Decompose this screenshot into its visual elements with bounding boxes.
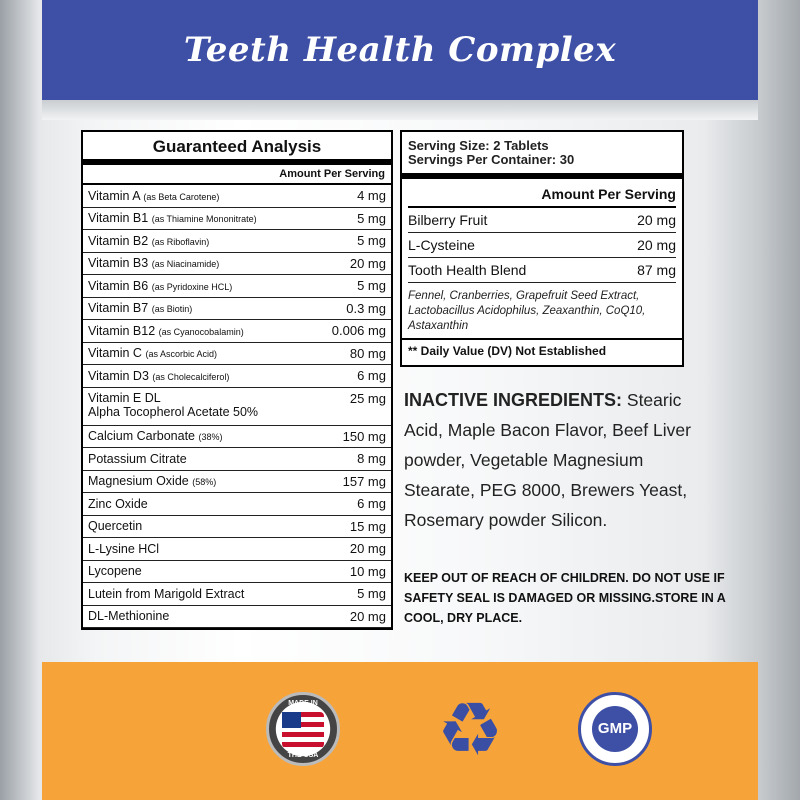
nutrient-label: Vitamin A [88,188,140,203]
nutrient-name [88,391,258,419]
nutrient-amount: 15 mg [349,518,386,534]
analysis-row [83,388,391,426]
nutrient-name [88,211,257,225]
nutrient-name [88,474,216,488]
nutrient-label: Lycopene [88,564,142,579]
nutrient-label: Vitamin B1 [88,211,149,226]
silver-divider [42,100,758,120]
nutrient-label: Vitamin B2 [88,233,149,248]
nutrient-amount: 25 mg [349,390,386,406]
product-title: Teeth Health Complex [183,30,617,70]
nutrient-name [88,587,244,601]
inactive-label: INACTIVE INGREDIENTS: [404,390,623,410]
analysis-row [83,208,391,231]
nutrient-label: Vitamin B7 [88,301,149,316]
analysis-row [83,471,391,494]
nutrient-note: (as Ascorbic Acid) [145,349,217,360]
nutrient-amount: 20 mg [349,608,386,624]
nutrient-name [88,324,244,338]
usa-badge-top: MADE IN [288,700,318,707]
ingredient-name: Bilberry Fruit [408,212,488,228]
nutrient-amount: 5 mg [357,586,386,602]
nutrient-label: Vitamin E DL [88,390,161,405]
nutrient-note: (38%) [198,432,223,443]
nutrient-note: (as Beta Carotene) [143,191,220,202]
analysis-row [83,426,391,449]
gmp-badge-icon [578,692,652,766]
analysis-row [83,561,391,584]
analysis-row [83,230,391,253]
nutrient-name [88,429,223,443]
serving-row [408,233,676,258]
nutrient-note: (as Pyridoxine HCL) [151,281,233,292]
analysis-row [83,583,391,606]
nutrient-name [88,452,187,466]
nutrient-name [88,369,229,383]
nutrient-amount: 0.3 mg [346,300,386,316]
ingredient-name: L-Cysteine [408,237,475,253]
nutrient-name [88,497,148,511]
servings-per-container: Servings Per Container: 30 [408,152,575,167]
made-in-usa-icon [266,692,340,766]
nutrient-name [88,609,169,623]
serving-rows [408,208,676,283]
analysis-row [83,516,391,539]
nutrient-label: Potassium Citrate [88,451,187,466]
ingredient-name: Tooth Health Blend [408,262,527,278]
nutrient-amount: 20 mg [349,255,386,271]
nutrient-label: Vitamin B3 [88,256,149,271]
ingredient-amount: 87 mg [637,262,676,278]
nutrient-note: (as Biotin) [151,304,193,315]
recycle-icon: ♻ [436,688,504,771]
nutrient-label: L-Lysine HCl [88,541,160,556]
header-band [42,0,758,100]
blend-ingredients: Fennel, Cranberries, Grapefruit Seed Extract, Lactobacillus Acidophilus, Zeaxanthin, CoQ10, Astaxanthin [408,290,646,332]
nutrient-amount: 80 mg [349,345,386,361]
nutrient-amount: 5 mg [357,210,386,226]
nutrient-name [88,564,142,578]
ingredient-amount: 20 mg [637,212,676,228]
nutrient-label: Lutein from Marigold Extract [88,586,245,601]
nutrient-amount: 4 mg [357,188,386,204]
nutrient-label: Calcium Carbonate [88,429,195,444]
usa-badge-bottom: THE USA [287,752,319,759]
nutrient-name [88,301,192,315]
nutrient-label: Vitamin C [88,346,142,361]
nutrient-note: (as Niacinamide) [151,259,220,270]
nutrient-amount: 20 mg [349,541,386,557]
analysis-row [83,538,391,561]
analysis-subheader: Amount Per Serving [83,165,391,185]
gmp-label: GMP [592,706,638,752]
nutrient-note: (as Thiamine Mononitrate) [151,214,257,225]
nutrient-name [88,234,209,248]
nutrient-note: (58%) [192,477,217,488]
ingredient-amount: 20 mg [637,237,676,253]
daily-value-note: ** Daily Value (DV) Not Established [402,338,682,362]
nutrient-amount: 5 mg [357,233,386,249]
serving-header: Amount Per Serving [408,179,676,208]
serving-info-box [400,130,684,367]
nutrient-label: Zinc Oxide [88,496,148,511]
nutrient-amount: 6 mg [357,368,386,384]
analysis-row [83,185,391,208]
analysis-row [83,365,391,388]
serving-row [408,258,676,283]
analysis-row [83,275,391,298]
us-flag-icon [282,712,324,748]
analysis-row [83,343,391,366]
analysis-row [83,320,391,343]
nutrient-name [88,346,217,360]
nutrient-amount: 0.006 mg [331,323,386,339]
nutrient-label: DL-Methionine [88,609,170,624]
nutrient-name [88,279,232,293]
inactive-text: Stearic Acid, Maple Bacon Flavor, Beef Liver powder, Vegetable Magnesium Stearate, PEG 8000, Brewers Yeast, Rosemary powder Silicon. [404,390,691,530]
nutrient-detail: Alpha Tocopherol Acetate 50% [88,404,259,419]
nutrient-name [88,256,219,270]
safety-warning: KEEP OUT OF REACH OF CHILDREN. DO NOT USE IF SAFETY SEAL IS DAMAGED OR MISSING.STORE IN A COOL, DRY PLACE. [404,571,726,625]
nutrient-amount: 5 mg [357,278,386,294]
nutrient-amount: 150 mg [342,428,386,444]
nutrient-label: Vitamin B6 [88,278,149,293]
nutrient-amount: 157 mg [342,473,386,489]
nutrient-amount: 8 mg [357,451,386,467]
nutrient-label: Vitamin B12 [88,323,156,338]
nutrient-label: Magnesium Oxide [88,474,189,489]
nutrient-note: (as Cyanocobalamin) [158,326,244,337]
nutrient-name [88,542,159,556]
analysis-rows [83,185,391,628]
analysis-row [83,493,391,516]
nutrient-note: (as Cholecalciferol) [152,371,230,382]
analysis-row [83,298,391,321]
nutrient-label: Vitamin D3 [88,368,149,383]
nutrient-note: (as Riboflavin) [151,236,210,247]
serving-row [408,208,676,233]
inactive-ingredients [404,385,704,535]
nutrient-amount: 10 mg [349,563,386,579]
nutrient-name [88,519,142,533]
nutrient-label: Quercetin [88,519,143,534]
nutrient-amount: 6 mg [357,496,386,512]
analysis-row [83,606,391,629]
guaranteed-analysis-table [81,130,393,630]
serving-size: Serving Size: 2 Tablets [408,138,549,153]
analysis-row [83,448,391,471]
analysis-row [83,253,391,276]
nutrient-name [88,189,219,203]
analysis-title: Guaranteed Analysis [83,132,391,165]
